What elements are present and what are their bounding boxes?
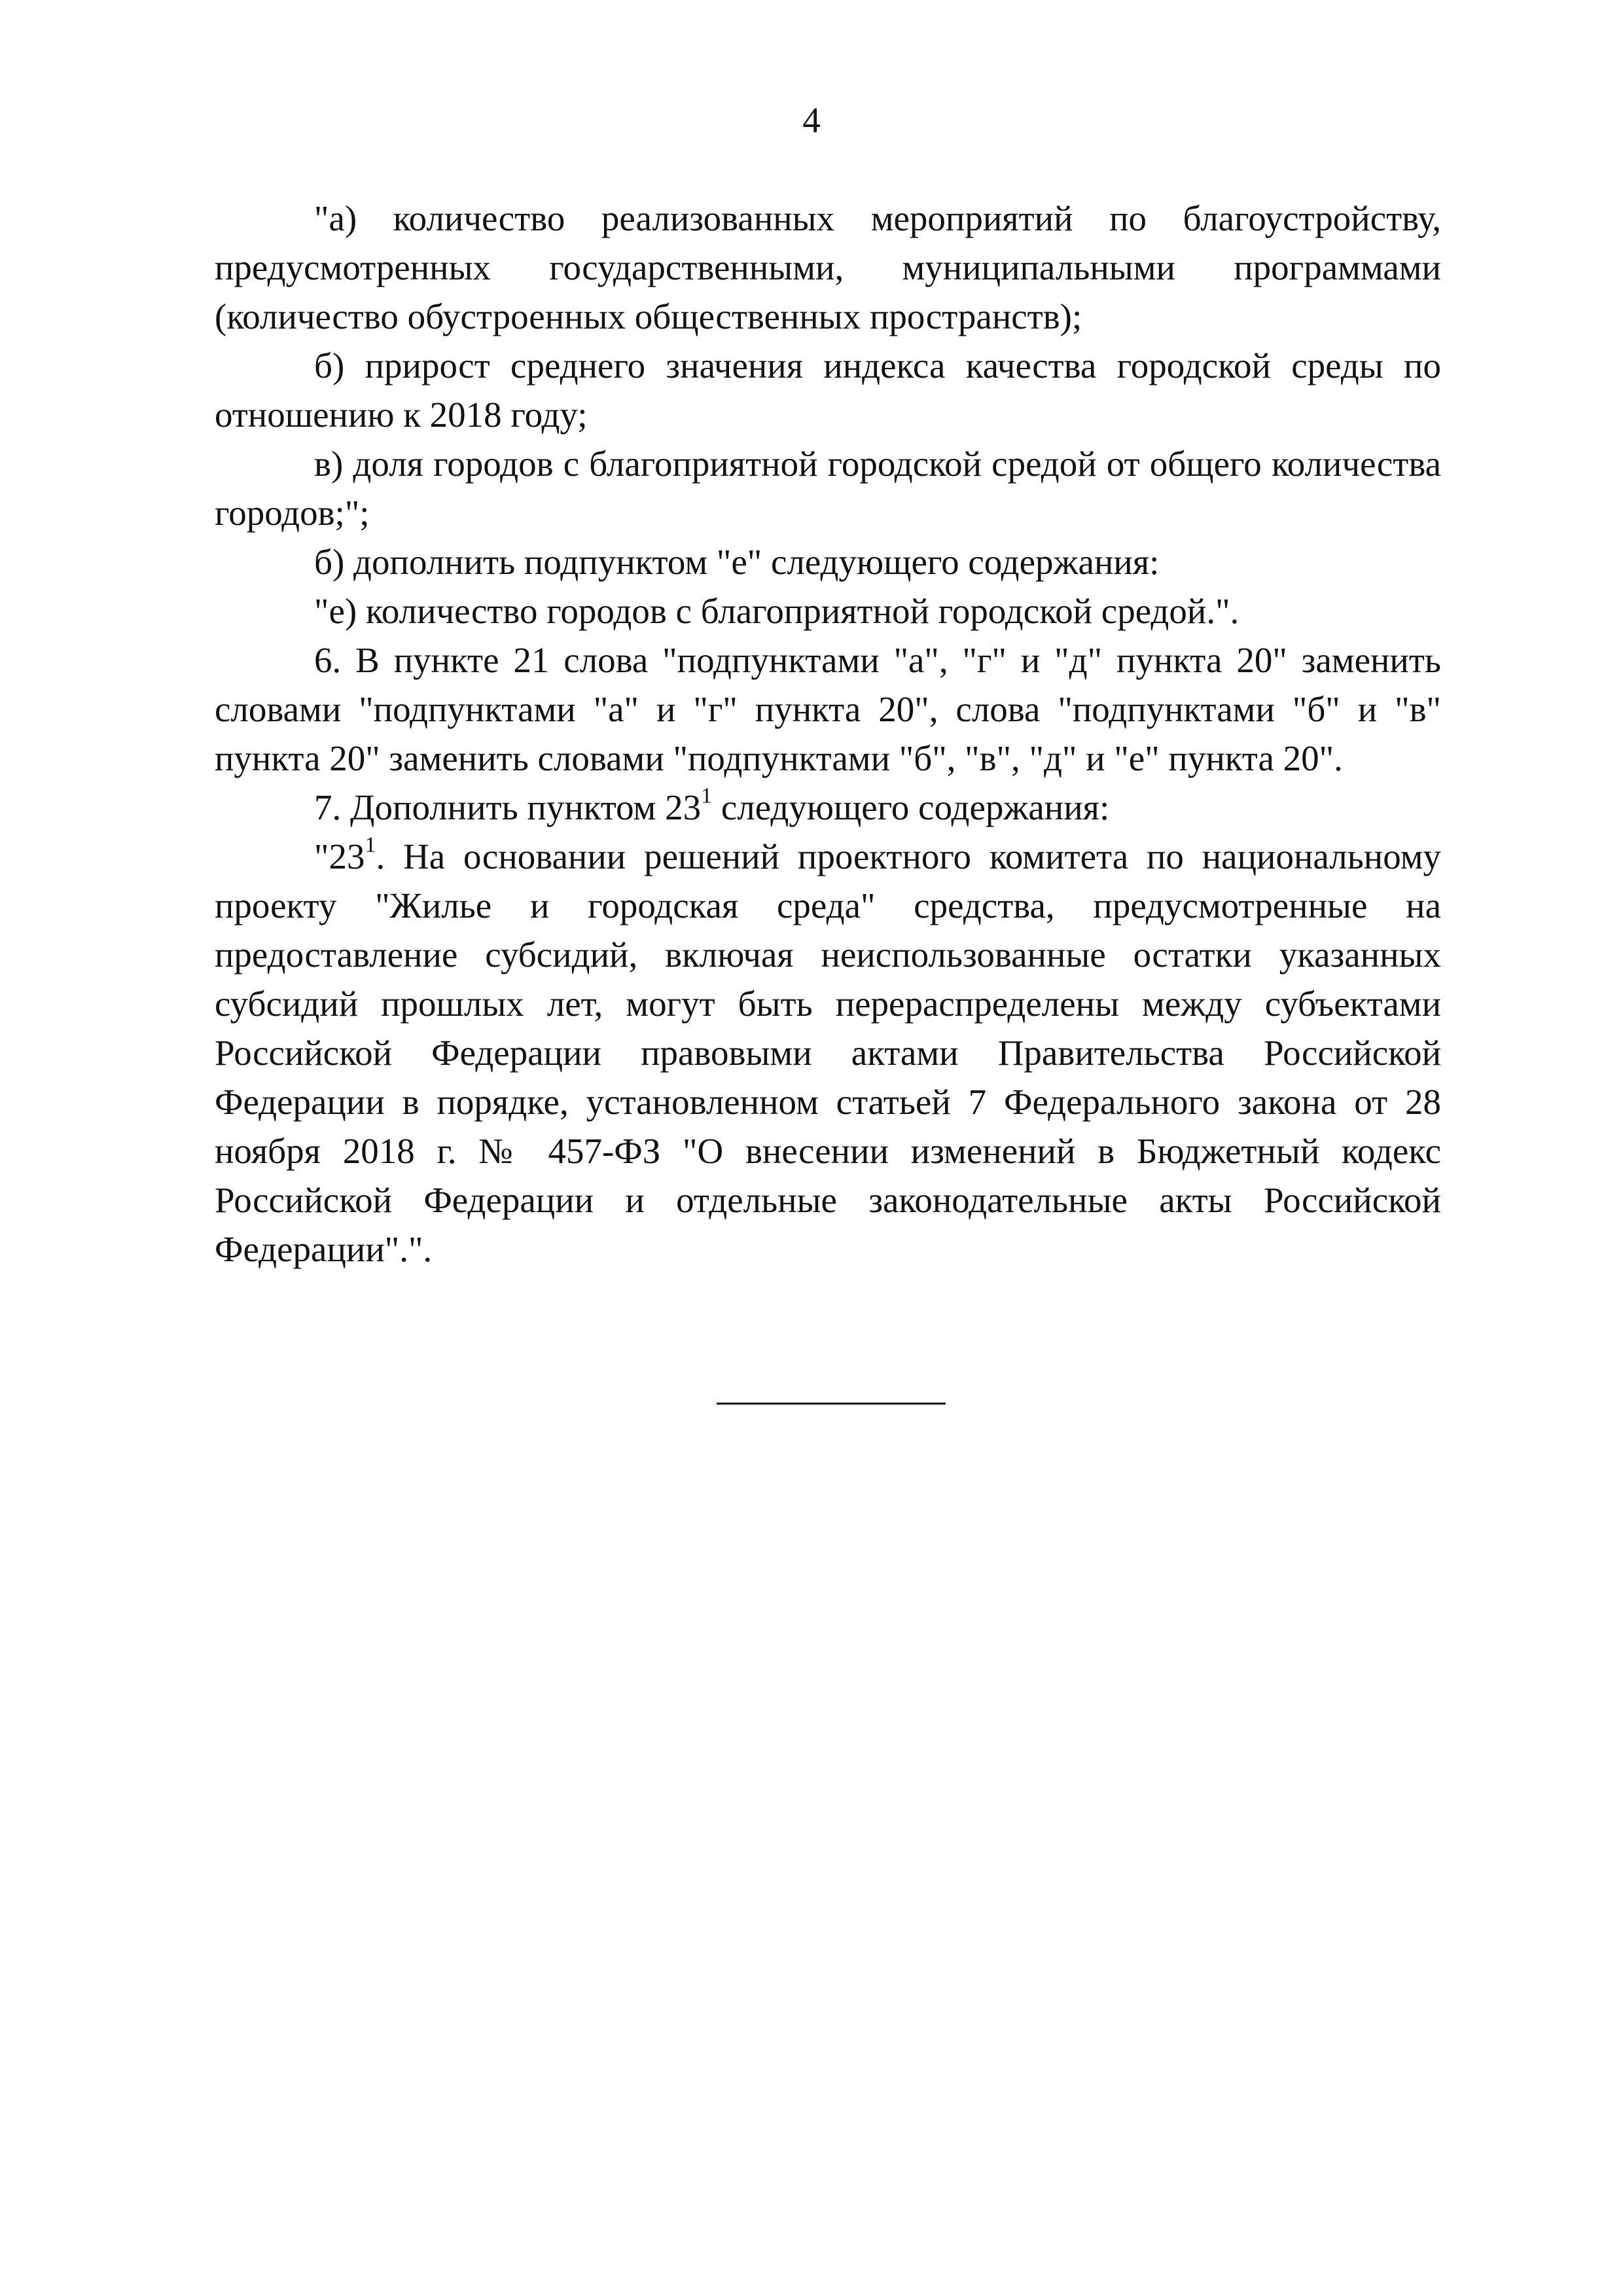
superscript-index: 1	[365, 833, 376, 857]
end-of-text-rule	[717, 1403, 946, 1405]
paragraph-subitem-a: "а) количество реализованных мероприятий по благоустройству, предусмотренных государственными, муниципальными программами (количество обустроенных общественных пространств);	[215, 198, 1441, 336]
paragraph-item-23-1	[215, 832, 1441, 1274]
superscript-index: 1	[701, 783, 713, 808]
document-body	[215, 194, 1441, 1274]
page-number: 4	[802, 100, 821, 140]
paragraph-item-6: 6. В пункте 21 слова "подпунктами "а", "г" и "д" пункта 20" заменить словами "подпунктами "а" и "г" пункта 20", слова "подпунктами "б" и "в" пункта 20" заменить словами "подпунктами "б", "в", "д" и "е" пункта 20".	[215, 640, 1441, 778]
paragraph-item-7-text: 7. Дополнить пунктом 23	[314, 787, 702, 827]
paragraph-item-23-1-number: "23	[314, 836, 365, 876]
paragraph-item-23-1-text: . На основании решений проектного комитета по национальному проекту "Жилье и городская среда" средства, предусмотренные на предоставление субсидий, включая неиспользованные остатки указанных субсидий прошлых лет, могут быть перераспределены между субъектами Российской Федерации правовыми актами Правительства Российской Федерации в порядке, установленном статьей 7 Федерального закона от 28 ноября 2018 г. № 457-ФЗ "О внесении изменений в Бюджетный кодекс Российской Федерации и отдельные законодательные акты Российской Федерации".".	[215, 836, 1441, 1269]
paragraph-amend-b: б) дополнить подпунктом "е" следующего содержания:	[314, 542, 1160, 582]
paragraph-subitem-e: "е) количество городов с благоприятной городской средой.".	[314, 591, 1240, 631]
paragraph-item-7	[215, 783, 1441, 832]
paragraph-item-7-tail: следующего содержания:	[712, 787, 1110, 827]
paragraph-subitem-v: в) доля городов с благоприятной городской средой от общего количества городов;";	[215, 444, 1441, 533]
paragraph-subitem-b: б) прирост среднего значения индекса качества городской среды по отношению к 2018 году;	[215, 346, 1441, 435]
